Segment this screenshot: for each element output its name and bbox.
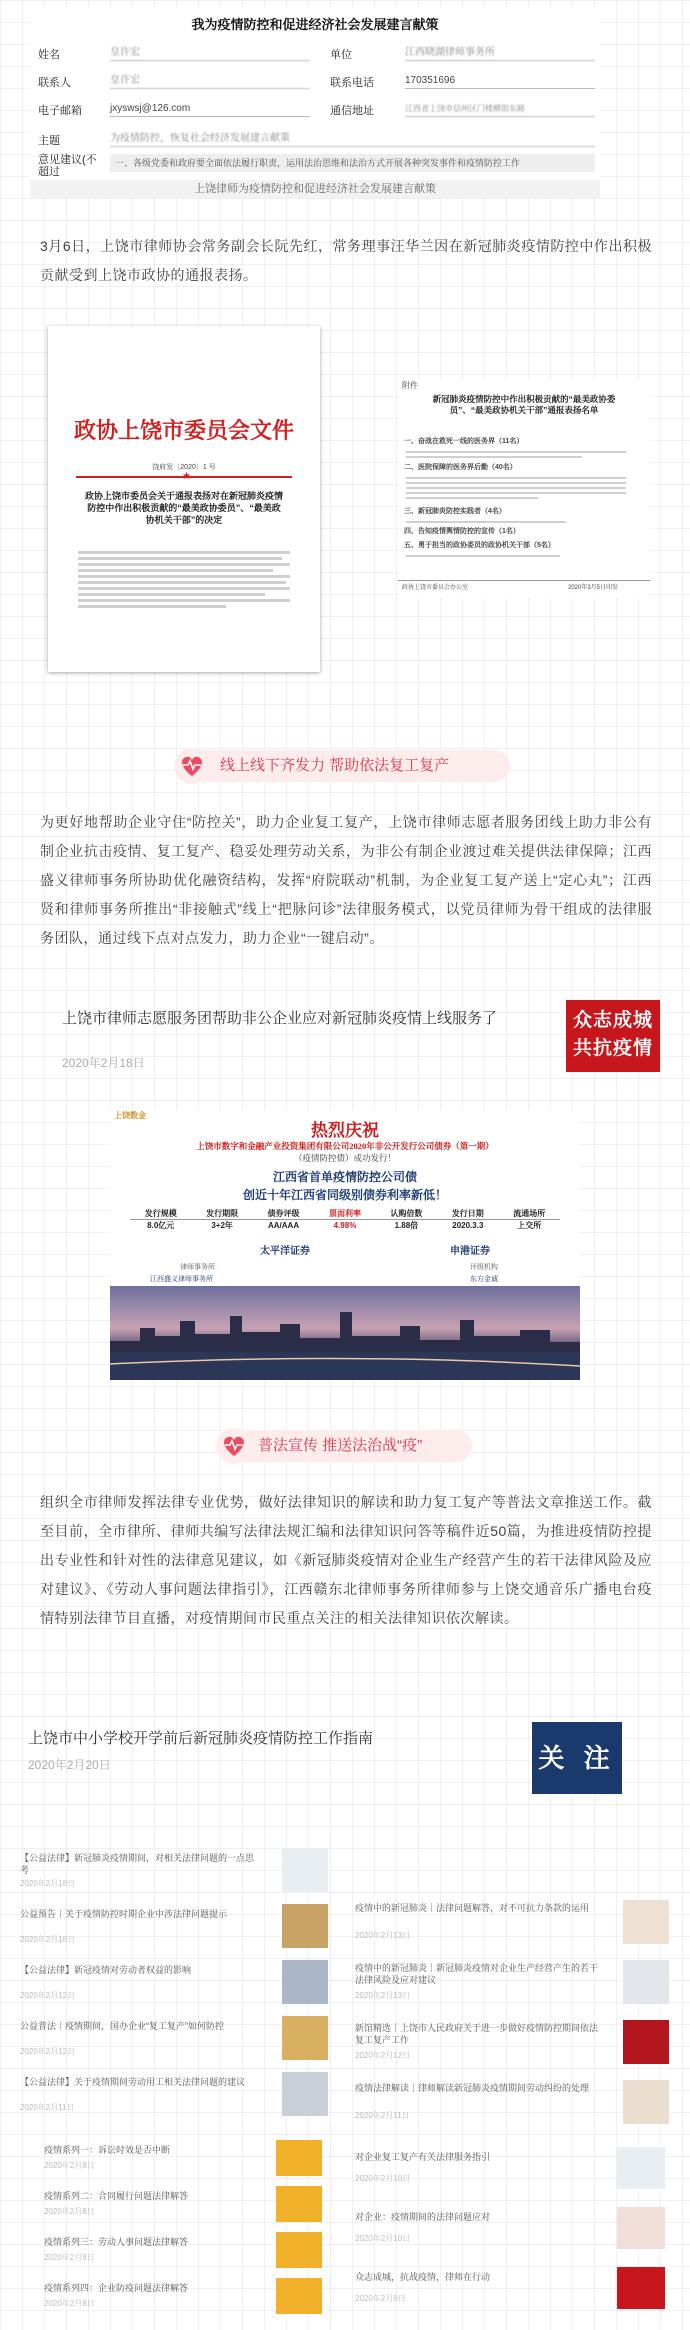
article-card-volunteer[interactable] [40,992,662,1080]
grid-left-item-thumb [282,1904,328,1948]
paragraph-legal-publicity: 组织全市律师发挥法律专业优势，做好法律知识的解读和助力复工复产等普法文章推送工作。截至目前，全市律所、律师共编写法律法规汇编和法律知识问答等稿件近50篇，为推进疫情防控提出专业性和针对性的法律意见建议，如《新冠肺炎疫情对企业生产经营产生的若干法律风险及应对建议》、《劳动人事问题法律指引》，江西赣东北律师事务所律师参与上饶交通音乐广播电台疫情特别法律节目直播，对疫情期间市民重点关注的相关法律知识依次解读。 [40,1494,652,1626]
series-item-date: 2020年2月8日 [44,2253,95,2262]
grid-right-item-title: 疫情中的新冠肺炎｜法律问题解答，对不可抗力条款的运用 [355,1903,590,1913]
form-value-email: jxyswsj@126.com [110,102,310,117]
grid-right-item-date: 2020年2月12日 [355,2051,411,2060]
series-item-title: 疫情系列三：劳动人事问题法律解答 [44,2237,189,2247]
doc-right-section-1: 一、奋战在救死一线的医务界（11名） [404,438,524,445]
grid-left-item-thumb [282,1960,328,2004]
ad-slogan-1: 江西省首单疫情防控公司债 [272,1170,417,1184]
series-item-thumb [276,2278,322,2314]
form-label-opinion: 意见建议(不超过 [38,154,97,178]
doc-left-number: 饶府发〔2020〕1 号 [152,464,216,471]
series-item-thumb [617,2147,665,2189]
ad-header: 认购倍数 [390,1209,423,1218]
related-articles-left [20,1848,330,2128]
doc-left-body [78,548,290,611]
grid-left-item-title: 【公益法律】关于疫情期间劳动用工相关法律问题的建议 [20,2077,246,2087]
ad-subtitle-2: （疫情防控债）成功发行！ [293,1153,396,1163]
ad-slogan-2: 创近十年江西省同级别债券利率新低！ [242,1188,447,1202]
series-item[interactable] [44,2278,334,2318]
series-item[interactable] [355,2205,670,2255]
form-caption: 上饶律师为疫情防控和促进经济社会发展建言献策 [30,180,600,198]
grid-right-item-date: 2020年2月11日 [355,2111,410,2120]
city-skyline-photo [110,1286,580,1380]
series-list-left [44,2140,334,2320]
ad-value: 8.0亿元 [147,1221,175,1230]
grid-left-item-title: 公益预告｜关于疫情防控时期企业中涉法律问题提示 [20,1909,228,1919]
grid-right-item-title: 疫情中的新冠肺炎｜新冠肺炎疫情对企业生产经营产生的若干法律风险及应对建议 [355,1963,599,1985]
grid-left-item[interactable] [20,2072,330,2120]
grid-left-item[interactable] [20,1848,330,1896]
card-2-title: 上饶市中小学校开学前后新冠肺炎疫情防控工作指南 [28,1730,374,1747]
form-label-unit: 单位 [330,49,352,61]
doc-left-subject: 政协上饶市委员会关于通报表扬对在新冠肺炎疫情防控中作出积极贡献的“最美政协委员”、“最美政协机关干部”的决定 [84,491,283,525]
form-label-name: 姓名 [38,49,60,61]
ad-header: 发行日期 [451,1209,484,1218]
star-icon: ★ [182,471,191,482]
heart-pulse-icon [216,1428,252,1464]
ad-value: 4.98% [333,1221,357,1230]
grid-right-item[interactable] [355,2078,670,2130]
grid-left-item[interactable] [20,1960,330,2008]
banner-1-text: 线上线下齐发力 帮助依法复工复产 [220,757,450,774]
doc-right-names-3 [406,518,566,526]
series-item[interactable] [44,2232,334,2272]
grid-right-item-thumb [623,2080,669,2124]
grid-left-item-date: 2020年2月18日 [20,1879,76,1888]
doc-right-section-2: 二、医院保障的医务界后勤（40名） [404,464,517,471]
ad-headline: 热烈庆祝 [311,1121,379,1140]
grid-left-item-title: 【公益法律】新冠疫情对劳动者权益的影响 [20,1965,192,1975]
series-item-date: 2020年2月10日 [355,2174,411,2183]
series-item-date: 2020年2月8日 [44,2161,95,2170]
ad-bond-table [130,1208,560,1231]
doc-right-names-2 [406,474,626,502]
series-item[interactable] [44,2140,334,2180]
grid-right-item[interactable] [355,1898,670,1950]
doc-right-tag: 附件 [402,381,418,390]
ad-brand-logo: 上饶数金 [114,1111,146,1120]
form-label-address: 通信地址 [330,105,374,117]
section-banner-2 [222,1430,472,1462]
grid-left-item-date: 2020年2月12日 [20,1991,76,2000]
ad-rating-firm: 东方金诚 [470,1276,498,1283]
heart-icon-wrap [174,748,210,784]
series-item[interactable] [44,2186,334,2226]
grid-right-item[interactable] [355,1958,670,2010]
heart-pulse-icon [174,748,210,784]
cppcc-document-right [398,380,650,598]
suggestion-form-image [30,8,600,198]
doc-right-title: 新冠肺炎疫情防控中作出积极贡献的“最美政协委员”、“最美政协机关干部”通报表扬名单 [432,394,616,415]
series-item-date: 2020年2月8日 [355,2294,406,2303]
card-2-thumbnail: 关 注 [532,1722,622,1794]
doc-right-footer: 政协上饶市委员会办公室 [402,585,469,591]
doc-right-section-5: 五、勇于担当的政协委员的政协机关干部（5名） [404,542,555,549]
form-label-email: 电子邮箱 [38,105,82,117]
series-item[interactable] [355,2265,670,2315]
card-1-title: 上饶市律师志愿服务团帮助非公企业应对新冠肺炎疫情上线服务了 [62,1010,498,1027]
paragraph-commendation: 3月6日，上饶市律师协会常务副会长阮先红，常务理事汪华兰因在新冠肺炎疫情防控中作出积极贡献受到上饶市政协的通报表扬。 [40,238,652,283]
doc-right-names-1 [406,448,626,461]
ad-law-firm-label: 律师事务所 [180,1264,215,1271]
card-1-date: 2020年2月18日 [62,1056,145,1070]
series-item-thumb [617,2207,665,2249]
ad-law-firm: 江西盛义律师事务所 [150,1276,213,1283]
series-item-title: 对企业：疫情期间的法律问题应对 [355,2212,491,2222]
form-value-name: 皇许宏 [110,46,310,61]
heart-icon-wrap [216,1428,252,1464]
doc-right-footer-date: 2020年3月5日印发 [568,585,619,591]
series-item-thumb [617,2267,665,2309]
grid-right-item-date: 2020年2月13日 [355,1991,411,2000]
form-value-address: 江西省上饶市信州区门楼横街东路 [405,102,595,117]
skyline-graphic [110,1286,580,1380]
series-list-right [355,2145,670,2325]
form-label-contact: 联系人 [38,77,71,89]
series-item-thumb [276,2186,322,2222]
series-item-title: 对企业复工复产有关法律服务指引 [355,2152,491,2162]
ad-value: 2020.3.3 [452,1221,484,1230]
grid-left-item[interactable] [20,1904,330,1952]
series-item-thumb [276,2140,322,2176]
series-item[interactable] [355,2145,670,2195]
form-title: 我为疫情防控和促进经济社会发展建言献策 [191,17,439,32]
cppcc-document-left [48,326,320,672]
ad-header: 发行规模 [144,1209,177,1218]
grid-left-item-thumb [282,1848,328,1892]
doc-left-header: 政协上饶市委员会文件 [73,418,294,443]
series-item-title: 众志成城，抗战疫情，律师在行动 [355,2272,491,2282]
grid-left-item-title: 【公益法律】新冠肺炎疫情期间，对相关法律问题的一点思考 [20,1853,255,1875]
grid-right-item-title: 疫情法律解读｜律师解读新冠肺炎疫情期间劳动纠纷的处理 [355,2083,590,2093]
grid-right-item[interactable] [355,2018,670,2070]
paragraph-online-services: 为更好地帮助企业守住“防控关”，助力企业复工复产，上饶市律师志愿者服务团线上助力非公有制企业抗击疫情、复工复产、稳妥处理劳动关系，为非公有制企业渡过难关提供法律保障；江西盛义律师事务所协助优化融资结构，发挥“府院联动”机制，为企业复工复产送上“定心丸”；江西贤和律师事务所推出“非接触式”线上“把脉问诊”法律服务模式，以党员律师为骨干组成的法律服务团队，通过线下点对点发力，助力企业“一键启动”。 [40,814,652,946]
form-value-contact: 皇许宏 [110,74,310,89]
card-1-thumbnail: 众志成城 共抗疫情 [566,1000,660,1072]
ad-value: 上交所 [517,1221,542,1230]
ad-value: 1.88倍 [394,1221,419,1230]
card-2-date: 2020年2月20日 [28,1758,111,1772]
form-value-opinion: 一、各级党委和政府要全面依法履行职责，运用法治思维和法治方式开展各种突发事件和疫情防控工作 [110,154,595,172]
grid-left-item-date: 2020年2月11日 [20,2103,75,2112]
grid-right-item-thumb [623,1900,669,1944]
doc-right-names-5 [406,552,626,560]
doc-right-section-3: 三、新冠肺炎防控实践者（4名） [404,508,506,515]
series-item-date: 2020年2月10日 [355,2234,411,2243]
grid-right-item-title: 新馆精选｜上饶市人民政府关于进一步做好疫情防控期间依法复工复产工作 [355,2023,599,2045]
ad-subtitle: 上饶市数字和金融产业投资集团有限公司2020年非公开发行公司债券（第一期） [196,1141,494,1151]
ad-value: 3+2年 [211,1221,233,1230]
series-item-date: 2020年2月8日 [44,2299,95,2308]
ad-header: 流通场所 [513,1209,546,1218]
form-value-topic: 为疫情防控，恢复社会经济发展建言献策 [110,132,595,147]
series-item-date: 2020年2月8日 [44,2207,95,2216]
series-item-title: 疫情系列二：合同履行问题法律解答 [44,2191,189,2201]
related-articles-right [355,1898,670,2138]
form-value-phone: 170351696 [405,74,595,89]
form-label-phone: 联系电话 [330,77,374,89]
ad-header: 发行期限 [206,1209,239,1218]
grid-left-item-thumb [282,2072,328,2116]
ad-header: 债券评级 [267,1209,300,1218]
form-label-topic: 主题 [38,135,60,147]
doc-right-section-4: 四、告知疫情舆情防控的宣传（1名） [404,528,520,535]
ad-underwriter-2: 申港证券 [450,1246,490,1257]
grid-right-item-thumb [623,2020,669,2064]
grid-right-item-date: 2020年2月13日 [355,1931,411,1940]
form-value-unit: 江西晓湖律师事务所 [405,46,595,61]
bond-issuance-ad [110,1110,580,1380]
ad-value: AA/AAA [268,1221,300,1230]
ad-header: 票面利率 [328,1209,361,1218]
grid-left-item[interactable] [20,2016,330,2064]
grid-left-item-title: 公益普法｜疫情期间，国办企业“复工复产”如何防控 [20,2021,224,2031]
banner-2-text: 普法宣传 推送法治战“疫” [258,1437,423,1454]
series-item-thumb [276,2232,322,2268]
section-banner-1 [180,750,510,782]
grid-left-item-date: 2020年2月12日 [20,2047,76,2056]
grid-right-item-thumb [623,1960,669,2004]
ad-underwriter-1: 太平洋证券 [260,1246,310,1257]
grid-left-item-thumb [282,2016,328,2060]
grid-left-item-date: 2020年2月18日 [20,1935,76,1944]
series-item-title: 疫情系列四：企业防疫问题法律解答 [44,2283,189,2293]
doc-right-divider [398,580,650,581]
ad-rating-label: 评级机构 [470,1264,498,1271]
article-card-school-guide[interactable] [18,1718,640,1802]
series-item-title: 疫情系列一：诉讼时效是否中断 [44,2145,171,2155]
